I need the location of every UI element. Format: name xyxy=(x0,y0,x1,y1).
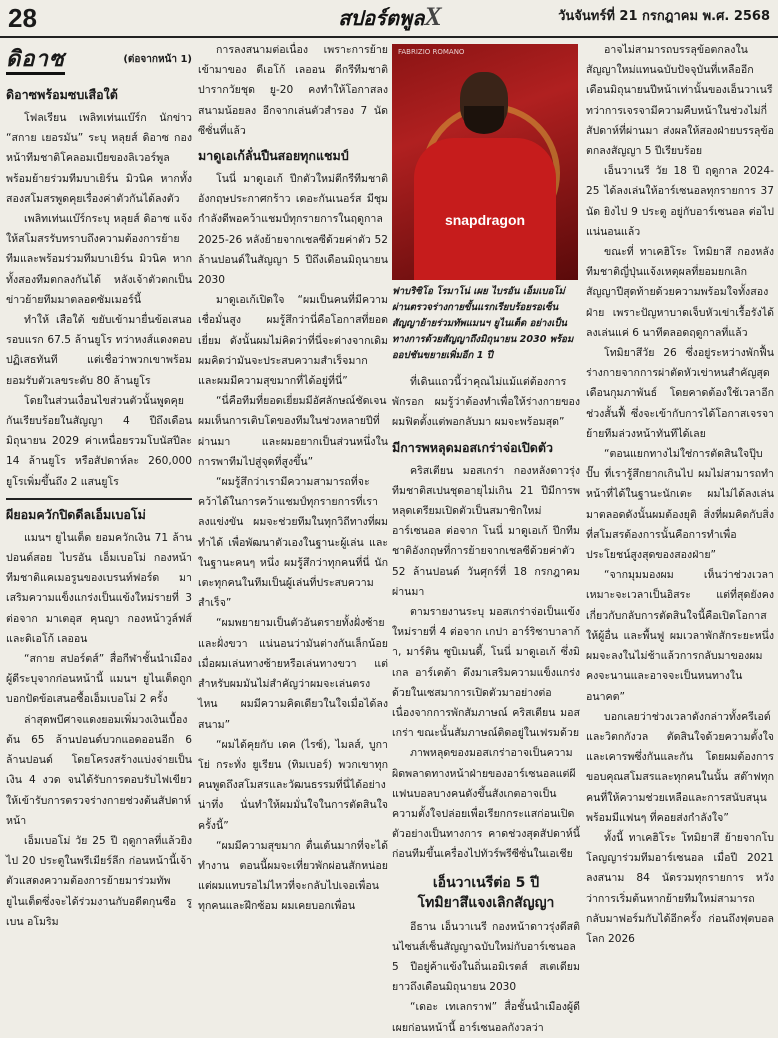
brand-x: X xyxy=(424,2,442,31)
column-3 xyxy=(392,372,580,1038)
article-headline: ดิอาซพร้อมซบเสือใต้ xyxy=(6,87,118,102)
article-paragraph: โดยในส่วนเงื่อนไขส่วนตัวนั้นพูดคุยกันเรียบร้อยในสัญญา 4 ปีถึงเดือนมิถุนายน 2029 ค่าเหนื่อยรวมโบนัสปีละ 14 ล้านยูโร หรือสัปดาห์ละ 260,000 ยูโรเพิ่มขึ้นถึง 2 แสนยูโร xyxy=(6,394,192,488)
article-paragraph: การลงสนามต่อเนื่อง เพราะการย้ายเข้ามาของ ดีเอโก้ เลออน ดีกรีทีมชาติปารากวัยชุด ยู-20 คงทำให้โอกาสลงสนามน้อยลง อีกจากเล่นตัวสำรอง 7 นัด ซีซั่นที่แล้ว xyxy=(198,44,388,137)
page-number: 28 xyxy=(8,3,37,33)
article-paragraph: “ผมพยายามเป็นตัวอันตรายทั้งฝั่งซ้ายและฝั่งขวา แน่นอนว่ามันต่างกันเล็กน้อยเมื่อผมเล่นทางซ้ายหรือเล่นทางขวา แต่สำหรับผมมันไม่สำคัญว่าผมจะเล่นตรงไหน ผมมีความคิดเดียวในใจเมื่อได้ลงสนาม” xyxy=(198,617,388,731)
article-headline: เอ็นวาเนรีต่อ 5 ปี โทมิยาสึแจงเลิกสัญญา xyxy=(417,874,555,911)
article-headline: มาดูเอเก้ลั่นปืนสอยทุกแชมป์ xyxy=(198,148,349,164)
article-paragraph: ตามรายงานระบุ มอสเกร่าจ่อเป็นแข้งใหม่รายที่ 4 ต่อจาก เกปา อาร์ริซาบาลาก้า, มาร์ติน ซูบิเมนดี้, โนนี่ มาดูเอเก้ ซึ่งมิเกล อาร์เตต้า ดึงมาเสริมความแข็งแกร่งด้วยในเซสมาการเปิดตัวมาอย่างต่อเนื่องจากการพักสัมภาษณ์ คริสเตียน มอสเกร่า ขณะนั้นสัมภาษณ์ติดอยู่ในเฟรมด้วย xyxy=(392,606,580,740)
article-paragraph: อีธาน เอ็นวาเนรี กองหน้าดาวรุ่งดีสตินไซนส์เซ็นสัญญาฉบับใหม่กับอาร์เซนอล 5 ปีอยู่ค้าแข้งในถิ่นเอมิเรตส์ สเตเดียม ยาวถึงเดือนมิถุนายน 2030 xyxy=(392,920,580,994)
article-paragraph: มาดูเอเก้เปิดใจ “ผมเป็นคนที่มีความเชื่อมั่นสูง ผมรู้สึกว่านี่คือโอกาสที่ยอดเยี่ยม ดังนั้นผมไม่คิดว่าที่นี่จะต่างจากเดิม ผมคิดว่ามันจะประสบความสำเร็จมาก และผมมีความสุขมากที่ได้อยู่ที่นี่” xyxy=(198,294,388,388)
article-paragraph: “เดอะ เทเลกราฟ” สื่อชั้นนำเมืองผู้ดีเผยก่อนหน้านี้ อาร์เซนอลกังวลว่า xyxy=(392,1001,580,1034)
article-paragraph: บอกเลยว่าช่วงเวลาดังกล่าวทั้งครีเอต์และวิตกกังวล ตัดสินใจด้วยความตั้งใจและเคารพซึ่งกันและกัน โดยผมต้องการขอบคุณสโมสรและทุกคนในนั้น สต๊าฟทุกคนที่ให้ความช่วยเหลือและการสนับสนุน พร้อมมีแฟนๆ ที่คอยส่งกำลังใจ” xyxy=(586,710,774,824)
section-title: ดิอาซ xyxy=(6,46,65,75)
continued-from-label: (ต่อจากหน้า 1) xyxy=(123,54,192,65)
article-paragraph: “สกาย สปอร์ตส์” สื่อกีฬาชั้นนำเมืองผู้ดีระบุจากก่อนหน้านี้ แมนฯ ยูไนเต็ดถูกบอกปัดข้อเสนอซื้อเอ็มเบอโม่ 2 ครั้ง xyxy=(6,653,192,706)
article-paragraph: อาจไม่สามารถบรรลุข้อตกลงในสัญญาใหม่แทนฉบับปัจจุบันที่เหลืออีกเดือนมิถุนายนปีหน้าเท่านั้นของเอ็นวาเนรี ทว่าการเจรจามีความคืบหน้าในช่วงไม่กี่สัปดาห์ที่ผ่านมา ส่งผลให้สองฝ่ายบรรลุข้อตกลงสัญญา 5 ปีเรียบร้อย xyxy=(586,44,774,158)
player-photo xyxy=(392,44,578,280)
article-paragraph: ที่เดินแถวนี้ว่าคุณไม่แม้แต่ต้องการพักรอก ผมรู้ว่าต้องทำเพื่อให้ร่างกายของผมฟิตตั้งแต่พอกลับมา ผมจะพร้อมสุด” xyxy=(392,376,580,429)
article-headline: ผียอมควักปิดดีลเอ็มเบอโม่ xyxy=(6,506,146,522)
article-paragraph: เพลิทเท่นแบ๊ร์กระบุ หลุยส์ ดิอาซ แจ้งให้สโมสรรับทราบถึงความต้องการย้ายทีมและพร้อมร่วมทีมบาเยิร์น มิวนิค หากทั้งสองทีมตกลงกันได้ หลังเจ้าตัวตกเป็นข่าวย้ายทีมมาตลอดซัมเมอร์นี้ xyxy=(6,213,192,306)
article-paragraph: “ผมรู้สึกว่าเรามีความสามารถที่จะคว้าได้ในการคว้าแชมป์ทุกรายการที่เราลงแข่งขัน ผมจะช่วยทีมในทุกวิถีทางที่ผมทำได้ เพื่อพัฒนาตัวเองในฐานะผู้เล่น และในฐานะคนๆ หนึ่ง ผมรู้สึกว่าทุกคนที่นี่ นักเตะทุกคนในทีมเป็นผู้เล่นที่ประสบความสำเร็จ” xyxy=(198,476,388,610)
column-2 xyxy=(198,40,388,917)
article-paragraph: ขณะที่ ทาเคฮิโระ โทมิยาสึ กองหลังทีมชาติญี่ปุ่นแจ้งเหตุผลที่ยอมยกเลิกสัญญาปีสุดท้ายด้วยความพร้อมใจทั้งสองฝ่าย เพราะปัญหาบาดเจ็บหัวเข่าเรื้อรังได้ลงเล่นแค่ 6 นาทีตลอดฤดูกาลที่แล้ว xyxy=(586,246,774,339)
article-paragraph: ล่าสุดพบีศาจแดงยอมเพิ่มวงเงินเบื้องต้น 65 ล้านปอนด์บวกแอดออนอีก 6 ล้านปอนด์ โดยโครงสร้างแบ่งจ่ายเป็นเงิน 4 งวด จนได้รับการตอบรับไฟเขียวให้เข้ารับการตรวจร่างกายช่วงต้นสัปดาห์หน้า xyxy=(6,713,192,827)
photo-caption: ฟาบริซิโอ โรมาโน่ เผย ไบรอัน เอ็มเบอโม่ ผ่านตรวจร่างกายขั้นแรกเรียบร้อยรอเซ็นสัญญาย้ายร่วมทัพแมนฯ ยูไนเต็ด อย่างเป็นทางการด้วยสัญญาถึงมิถุนายน 2030 พร้อมออปชันขยายเพิ่มอีก 1 ปี xyxy=(392,286,574,361)
article-paragraph: ภาพหลุดของมอสเกร่าอาจเป็นความผิดพลาดทางหน้าฝ่ายของอาร์เซนอลแต่ผีแฟนบอลบางคนดังขึ้นสังเกตอาจเป็นความตั้งใจปล่อยเพื่อเรียกกระแสก่อนเปิดตัวอย่างเป็นทางการ คาดช่วงสุดสัปดาห์นี้ก่อนทีมขึ้นเครื่องไปทัวร์พรีซีซั่นในเอเชีย xyxy=(392,747,580,861)
shirt-sponsor: snapdragon xyxy=(444,212,526,228)
column-4 xyxy=(586,40,774,949)
article-paragraph: เอ็มเบอโม่ วัย 25 ปี ฤดูกาลที่แล้วยิงไป 20 ประตูในพรีเมียร์ลีก ก่อนหน้านี้เจ้าตัวแสดงความต้องการย้ายมาร่วมทัพยูไนเต็ดซึ่งจะได้ร่วมงานกับอดีตกุนซือ รูเบน อโมริม xyxy=(6,834,192,928)
player-shirt-graphic xyxy=(414,138,556,280)
article-paragraph: “ตอนแยกทางไม่ใช่การตัดสินใจปุ๊บปั๊บ ที่เรารู้สึกยากเกินไป ผมไม่สามารถทำหน้าที่ได้ในฐานะนักเตะ ผมไม่ได้ลงเล่นมาตลอดดังนั้นผมต้องยุติ สิ่งที่ผมคิดกับสิ่งที่สโมสรต้องการนั้นคือการทำเพื่อประโยชน์สูงสุดของสองฝ่าย” xyxy=(586,448,774,562)
divider xyxy=(6,498,192,500)
article-paragraph: โนนี่ มาดูเอเก้ ปีกตัวใหม่ตีกรีทีมชาติอังกฤษประกาศกร้าว เดอะกันเนอร์ส มีชุมกำลังดีพอคว้าแชมป์ทุกรายการในฤดูกาล 2025-26 หลังย้ายจากเชลซีด้วยค่าตัว 52 ล้านปอนด์ในสัญญา 5 ปีถึงเดือนมิถุนายน 2030 xyxy=(198,173,388,287)
photo-credit: FABRIZIO ROMANO xyxy=(398,48,465,56)
article-paragraph: “ผมมีความสุขมาก ตื่นเต้นมากที่จะได้ทำงาน ตอนนี้ผมจะเที่ยวพักผ่อนสักหน่อย แต่ผมแทบรอไม่ไหวที่จะกลับไปเจอเพื่อนทุกคนและฝึกซ้อม ผมเคยบอกเพื่อน xyxy=(198,839,388,913)
article-paragraph: “จากมุมมองผม เห็นว่าช่วงเวลาเหมาะจะเวลาเป็นอิสระ แต่ที่สุดยังคงเกี่ยวกับกลับการตัดสินใจนี้คือเปิดโอกาสให้ผู้อื่น และพื้นฟู ผมเวลาพักสักระยะหนึ่ง ผมจะลงในไม่ช้าแล้วการกลับมาของผม คงจะนานและอาจจะเป็นหนทางในอนาคต” xyxy=(586,569,774,703)
section-heading xyxy=(6,46,192,76)
issue-date: วันจันทร์ที่ 21 กรกฎาคม พ.ศ. 2568 xyxy=(558,9,770,24)
article-paragraph: โฟลเรียน เพลิทเท่นแบ๊ร์ก นักข่าว “สกาย เยอรมัน” ระบุ หลุยส์ ดิอาซ กองหน้าทีมชาติโคลอมเบียของลิเวอร์พูล พร้อมย้ายร่วมทีมบาเยิร์น มิวนิค หากทั้งสองสโมสรพูดคุยเรื่องค่าตัวกันได้ลงตัว xyxy=(6,112,192,205)
article-paragraph: แมนฯ ยูไนเต็ด ยอมควักเงิน 71 ล้านปอนด์สอย ไบรอัน เอ็มเบอโม่ กองหน้าทีมชาติแคเมอรูนของเบรนท์ฟอร์ด มาเสริมความแข็งแกร่งเป็นแข้งใหม่รายที่ 3 ต่อจาก มาเตอุส คุนญา กองหน้าวูล์ฟส์ และดิเอโก้ เลออน xyxy=(6,531,192,645)
article-paragraph: โทมิยาสึวัย 26 ซึ่งอยู่ระหว่างพักฟื้นร่างกายจากการผ่าตัดหัวเข่าหนสำคัญสุดเดือนกุมภาพันธ์ โดยคาดต้องใช้เวลาอีกช่วงสั้นฟื้ ซึ่งจะเข้ากับการได้โอกาสเจรจาย้ายทีมล่วงหน้าทันทีได้เลย xyxy=(586,347,774,440)
newspaper-brand xyxy=(325,3,455,31)
column-1 xyxy=(6,80,192,932)
brand-name: สปอร์ตพูล xyxy=(338,8,425,30)
player-beard-graphic xyxy=(464,106,504,134)
article-paragraph: “ผมได้คุยกับ เดค (ไรซ์), ไมลส์, บูกาโย่ กระทั่ง ยูเรียน (ทิมเบอร์) พวกเขาทุกคนพูดถึงสโมสรและวัฒนธรรมที่นี่ได้อย่างน่าทึ่ง นั่นทำให้ผมมั่นใจในการตัดสินใจครั้งนี้” xyxy=(198,738,388,832)
article-paragraph: คริสเตียน มอสเกร่า กองหลังดาวรุ่งทีมชาติสเปนชุดอายุไม่เกิน 21 ปีมีการพหลุดเตรียมเปิดตัวเป็นสมาชิกใหม่อาร์เซนอล ต่อจาก โนนี่ มาดูเอเก้ ปีกทีมชาติอังกฤษที่การย้ายจากเชลซีด้วยค่าตัว 52 ล้านปอนด์ วันศุกร์ที่ 18 กรกฎาคมผ่านมา xyxy=(392,464,580,598)
article-paragraph: เอ็นวาเนรี วัย 18 ปี ฤดูกาล 2024-25 ได้ลงเล่นให้อาร์เซนอลทุกรายการ 37 นัด ยิงไป 9 ประตู อยู่กับอาร์เซนอล ต่อไปแน่นอนแล้ว xyxy=(586,165,774,238)
article-paragraph: ทำให้ เสือใต้ ขยับเข้ามายื่นข้อเสนอรอบแรก 67.5 ล้านยูโร ทว่าหงส์แดงตอบปฏิเสธทันที แต่เชื่อว่าพวกเขาพร้อมยอมรับตัวเลขระดับ 80 ล้านยูโร xyxy=(6,314,192,387)
article-paragraph: “นี่คือทีมที่ยอดเยี่ยมมีอัศลักษณ์ชัดเจน ผมเห็นการเติบโตของทีมในช่วงหลายปีที่ผ่านมา และผมอยากเป็นส่วนหนึ่งในการพาทีมไปสู่จุดที่สูงขึ้น” xyxy=(198,395,388,468)
article-paragraph: ทั้งนี้ ทาเคฮิโระ โทมิยาสึ ย้ายจากโบโลญญาร่วมทีมอาร์เซนอล เมื่อปี 2021 ลงสนาม 84 นัดรวมทุกรายการ หวังว่าการเริ่มต้นหากย้ายทีมใหม่สามารถกลับมาฟอร์มกับได้อีกครั้ง ก่อนถึงฟุตบอลโลก 2026 xyxy=(586,831,774,945)
article-headline: มีการพหลุดมอสเกร่าจ่อเปิดตัว xyxy=(392,439,554,455)
page-header xyxy=(0,0,778,38)
